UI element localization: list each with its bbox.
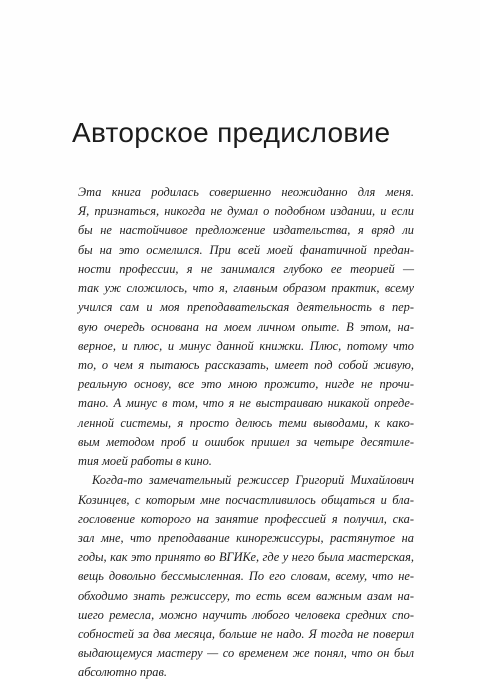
text-line: Эта книга родилась совершенно неожиданно для меня.	[78, 185, 414, 199]
text-line: шего ремесла, можно научить любого человека средних спо-	[78, 607, 414, 622]
text-line: вую очередь основана на моем личном опыте. В этом, на-	[78, 319, 414, 334]
text-line: верное, и плюс, и минус данной книжки. Плюс, потому что	[78, 338, 414, 353]
text-line: годы, как это принято во ВГИКе, где у него была мастерская,	[78, 550, 414, 565]
text-line: обходимо знать режиссеру, то есть всем важным азам на-	[78, 588, 414, 603]
text-line: реальную основу, все это мною прожито, нигде не прочи-	[78, 377, 414, 392]
text-line: ности профессии, я не занимался глубоко ее теорией —	[78, 261, 414, 276]
text-line: абсолютно прав.	[78, 665, 167, 680]
text-line: Я, признаться, никогда не думал о подобном издании, и если	[78, 204, 414, 219]
text-line: вещь довольно бессмысленная. По его словам, всему, что не-	[78, 569, 414, 584]
text-line: то, о чем я пытаюсь рассказать, имеет под собой живую,	[78, 357, 414, 372]
text-line: вым методом проб и ошибок пришел за четыре десятиле-	[78, 434, 414, 449]
text-line: так уж сложилось, что я, главным образом практик, всему	[78, 281, 414, 296]
preface-body	[78, 183, 414, 683]
text-line: бы на это осмелился. При всей моей фанатичной предан-	[78, 242, 414, 257]
text-line: бы не настойчивое предложение издательства, я вряд ли	[78, 223, 414, 238]
text-line: выдающемуся мастеру — со временем же понял, что он был	[78, 646, 414, 661]
text-line: зал мне, что преподавание кинорежиссуры, растянутое на	[78, 530, 414, 545]
chapter-title: Авторское предисловие	[72, 117, 391, 148]
text-line: ленной системы, я просто делюсь теми выводами, к како-	[78, 415, 414, 430]
text-line: Когда-то замечательный режиссер Григорий Михайлович	[92, 473, 414, 488]
text-line: учился сам и моя преподавательская деятельность в пер-	[78, 300, 414, 315]
text-line: тия моей работы в кино.	[78, 454, 212, 469]
text-line: собностей за два месяца, больше не надо. Я тогда не поверил	[78, 627, 414, 642]
text-line: тано. А минус в том, что я не выстраиваю никакой опреде-	[78, 396, 414, 411]
text-line: Козинцев, с которым мне посчастливилось общаться и бла-	[78, 492, 414, 507]
text-line: гословение которого на занятие профессией я получил, ска-	[78, 511, 414, 526]
